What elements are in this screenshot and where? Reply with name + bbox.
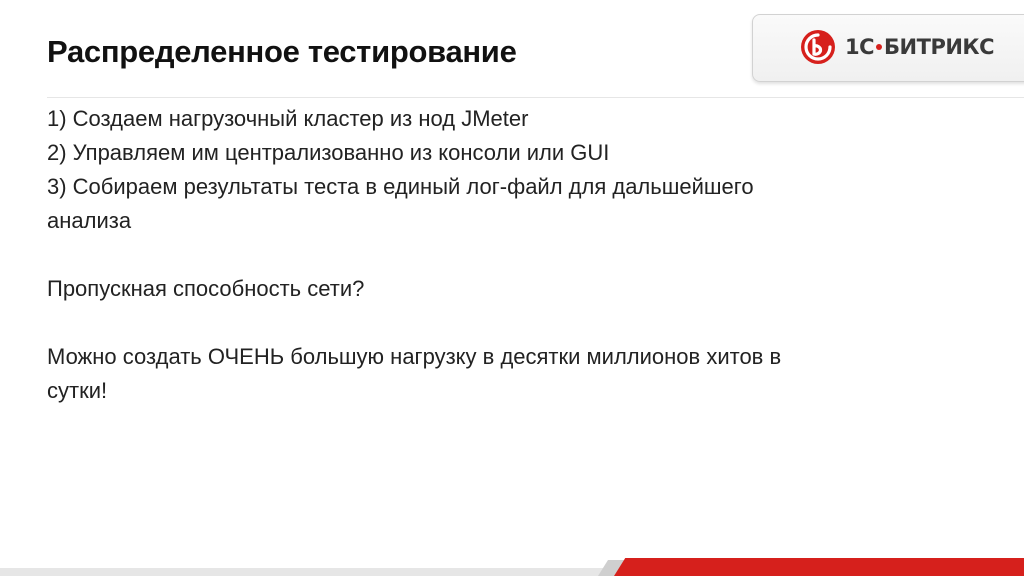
body-line-network-question: Пропускная способность сети? — [47, 276, 365, 301]
body-line-load-1: Можно создать ОЧЕНЬ большую нагрузку в десятки миллионов хитов в — [47, 344, 782, 369]
logo — [800, 29, 994, 65]
slide-body — [47, 102, 947, 408]
header-divider — [47, 97, 1024, 98]
body-line-2: 2) Управляем им централизованно из консоли или GUI — [47, 140, 610, 165]
body-line-3: 3) Собираем результаты теста в единый лог-файл для дальшейшего — [47, 174, 754, 199]
footer-accent-red — [614, 558, 1024, 576]
logo-panel — [752, 14, 1024, 82]
body-line-4: анализа — [47, 208, 132, 233]
body-spacer-2 — [47, 306, 947, 340]
body-spacer-1 — [47, 238, 947, 272]
logo-text-1c: 1С — [845, 35, 875, 59]
body-line-1: 1) Создаем нагрузочный кластер из нод JMeter — [47, 106, 529, 131]
logo-separator-dot — [876, 44, 882, 50]
bitrix-logo-icon — [800, 29, 836, 65]
logo-text-bitrix: БИТРИКС — [884, 35, 994, 59]
slide-title: Распределенное тестирование — [47, 34, 517, 69]
body-line-load-2: сутки! — [47, 378, 108, 403]
logo-wordmark — [845, 35, 994, 59]
